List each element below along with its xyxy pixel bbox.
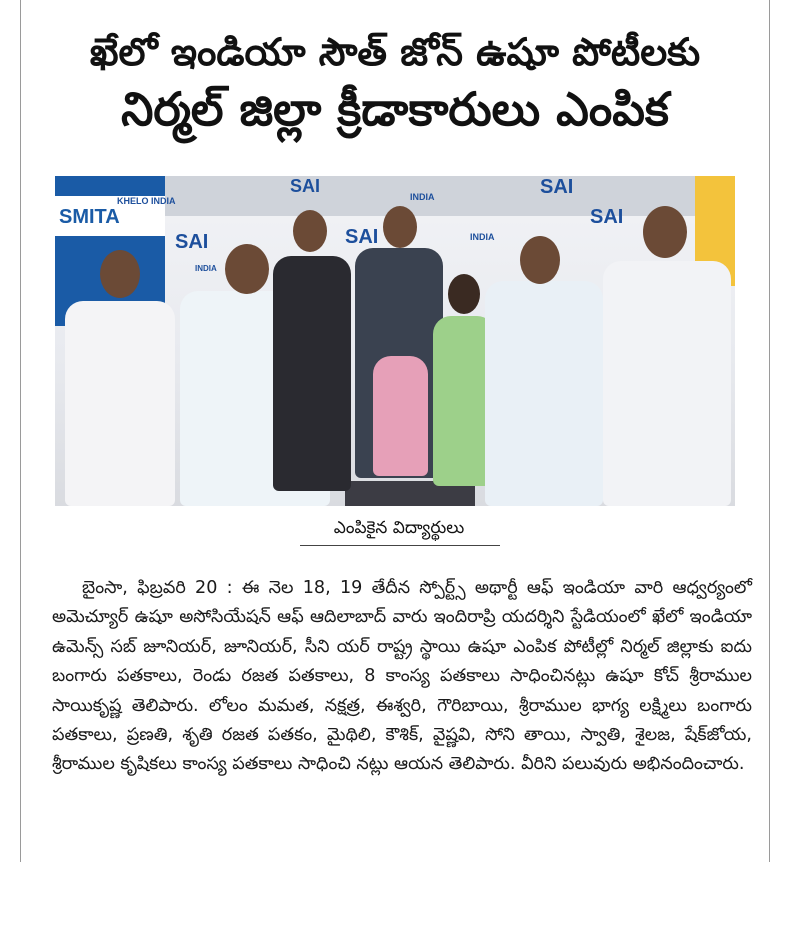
headline-line-2: నిర్మల్ జిల్లా క్రీడాకారులు ఎంపిక: [121, 82, 669, 136]
photo-person: [603, 261, 731, 506]
caption-underline: [300, 545, 500, 546]
photo-person-head: [383, 206, 417, 248]
photo-india-text: INDIA: [470, 232, 495, 242]
photo-sai-logo: SAI: [590, 206, 624, 228]
column-rule-left: [20, 0, 21, 862]
photo-banner-text: SMITA: [59, 206, 120, 228]
photo-person-head: [643, 206, 687, 258]
photo-india-text: INDIA: [195, 264, 217, 273]
photo-person-head: [100, 250, 140, 298]
article-body-text: బైంసా, ఫిబ్రవరి 20 : ఈ నెల 18, 19 తేదీన స్పోర్ట్స్ అథార్టీ ఆఫ్ ఇండియా వారి ఆధ్వర్యంలో అమెచ్యూర్ ఉషూ అసోసియేషన్ ఆఫ్ ఆదిలాబాద్ వారు ఇందిరాప్రి యదర్శిని స్టేడియంలో ఖేలో ఇండియా ఉమెన్స్ సబ్ జూనియర్, జూనియర్, సీని యర్ రాష్ట్ర స్థాయి ఉషూ ఎంపిక పోటీల్లో నిర్మల్ జిల్లాకు ఐదు బంగారు పతకాలు, రెండు రజత పతకాలు, 8 కాంస్య పతకాలు సాధించినట్లు ఉషూ కోచ్ శ్రీరాముల సాయికృష్ణ తెలిపారు. లోలం మమత, నక్షత్ర, ఈశ్వరి, గౌరిబాయి, శ్రీరాముల భాగ్య లక్ష్మిలు బంగారు పతకాలు, ప్రణతి, శృతి రజత పతకం, మైథిలి, కౌశిక్, వైష్ణవి, సోని తాయి, స్వాతి, శైలజ, షేక్‌జోయ, శ్రీరాముల కృషికలు కాంస్య పతకాలు సాధించి నట్లు ఆయన తెలిపారు. వీరిని పలువురు అభినందించారు.: [52, 578, 752, 775]
photo-india-text: INDIA: [410, 192, 435, 202]
photo-person: [485, 281, 603, 506]
photo-sai-logo: SAI: [345, 226, 379, 248]
photo-person-head: [225, 244, 269, 294]
photo-sai-logo: SAI: [175, 231, 209, 253]
article-body: [52, 574, 752, 780]
photo-sai-logo: SAI: [540, 176, 574, 198]
photo-banner-logo: KHELO INDIA: [117, 196, 176, 206]
news-photo: [55, 176, 735, 506]
photo-person: [65, 301, 175, 506]
photo-person-head: [520, 236, 560, 284]
photo-sai-logo: SAI: [290, 176, 321, 196]
photo-person-head: [448, 274, 480, 314]
photo-person-trousers: [373, 356, 428, 476]
headline-line-1: ఖేలో ఇండియా సౌత్ జోన్ ఉషూ పోటీలకు: [89, 30, 701, 74]
column-rule-right: [769, 0, 770, 862]
photo-caption: ఎంపికైన విద్యార్థులు: [333, 518, 465, 538]
photo-person: [273, 256, 351, 491]
photo-person-head: [293, 210, 327, 252]
